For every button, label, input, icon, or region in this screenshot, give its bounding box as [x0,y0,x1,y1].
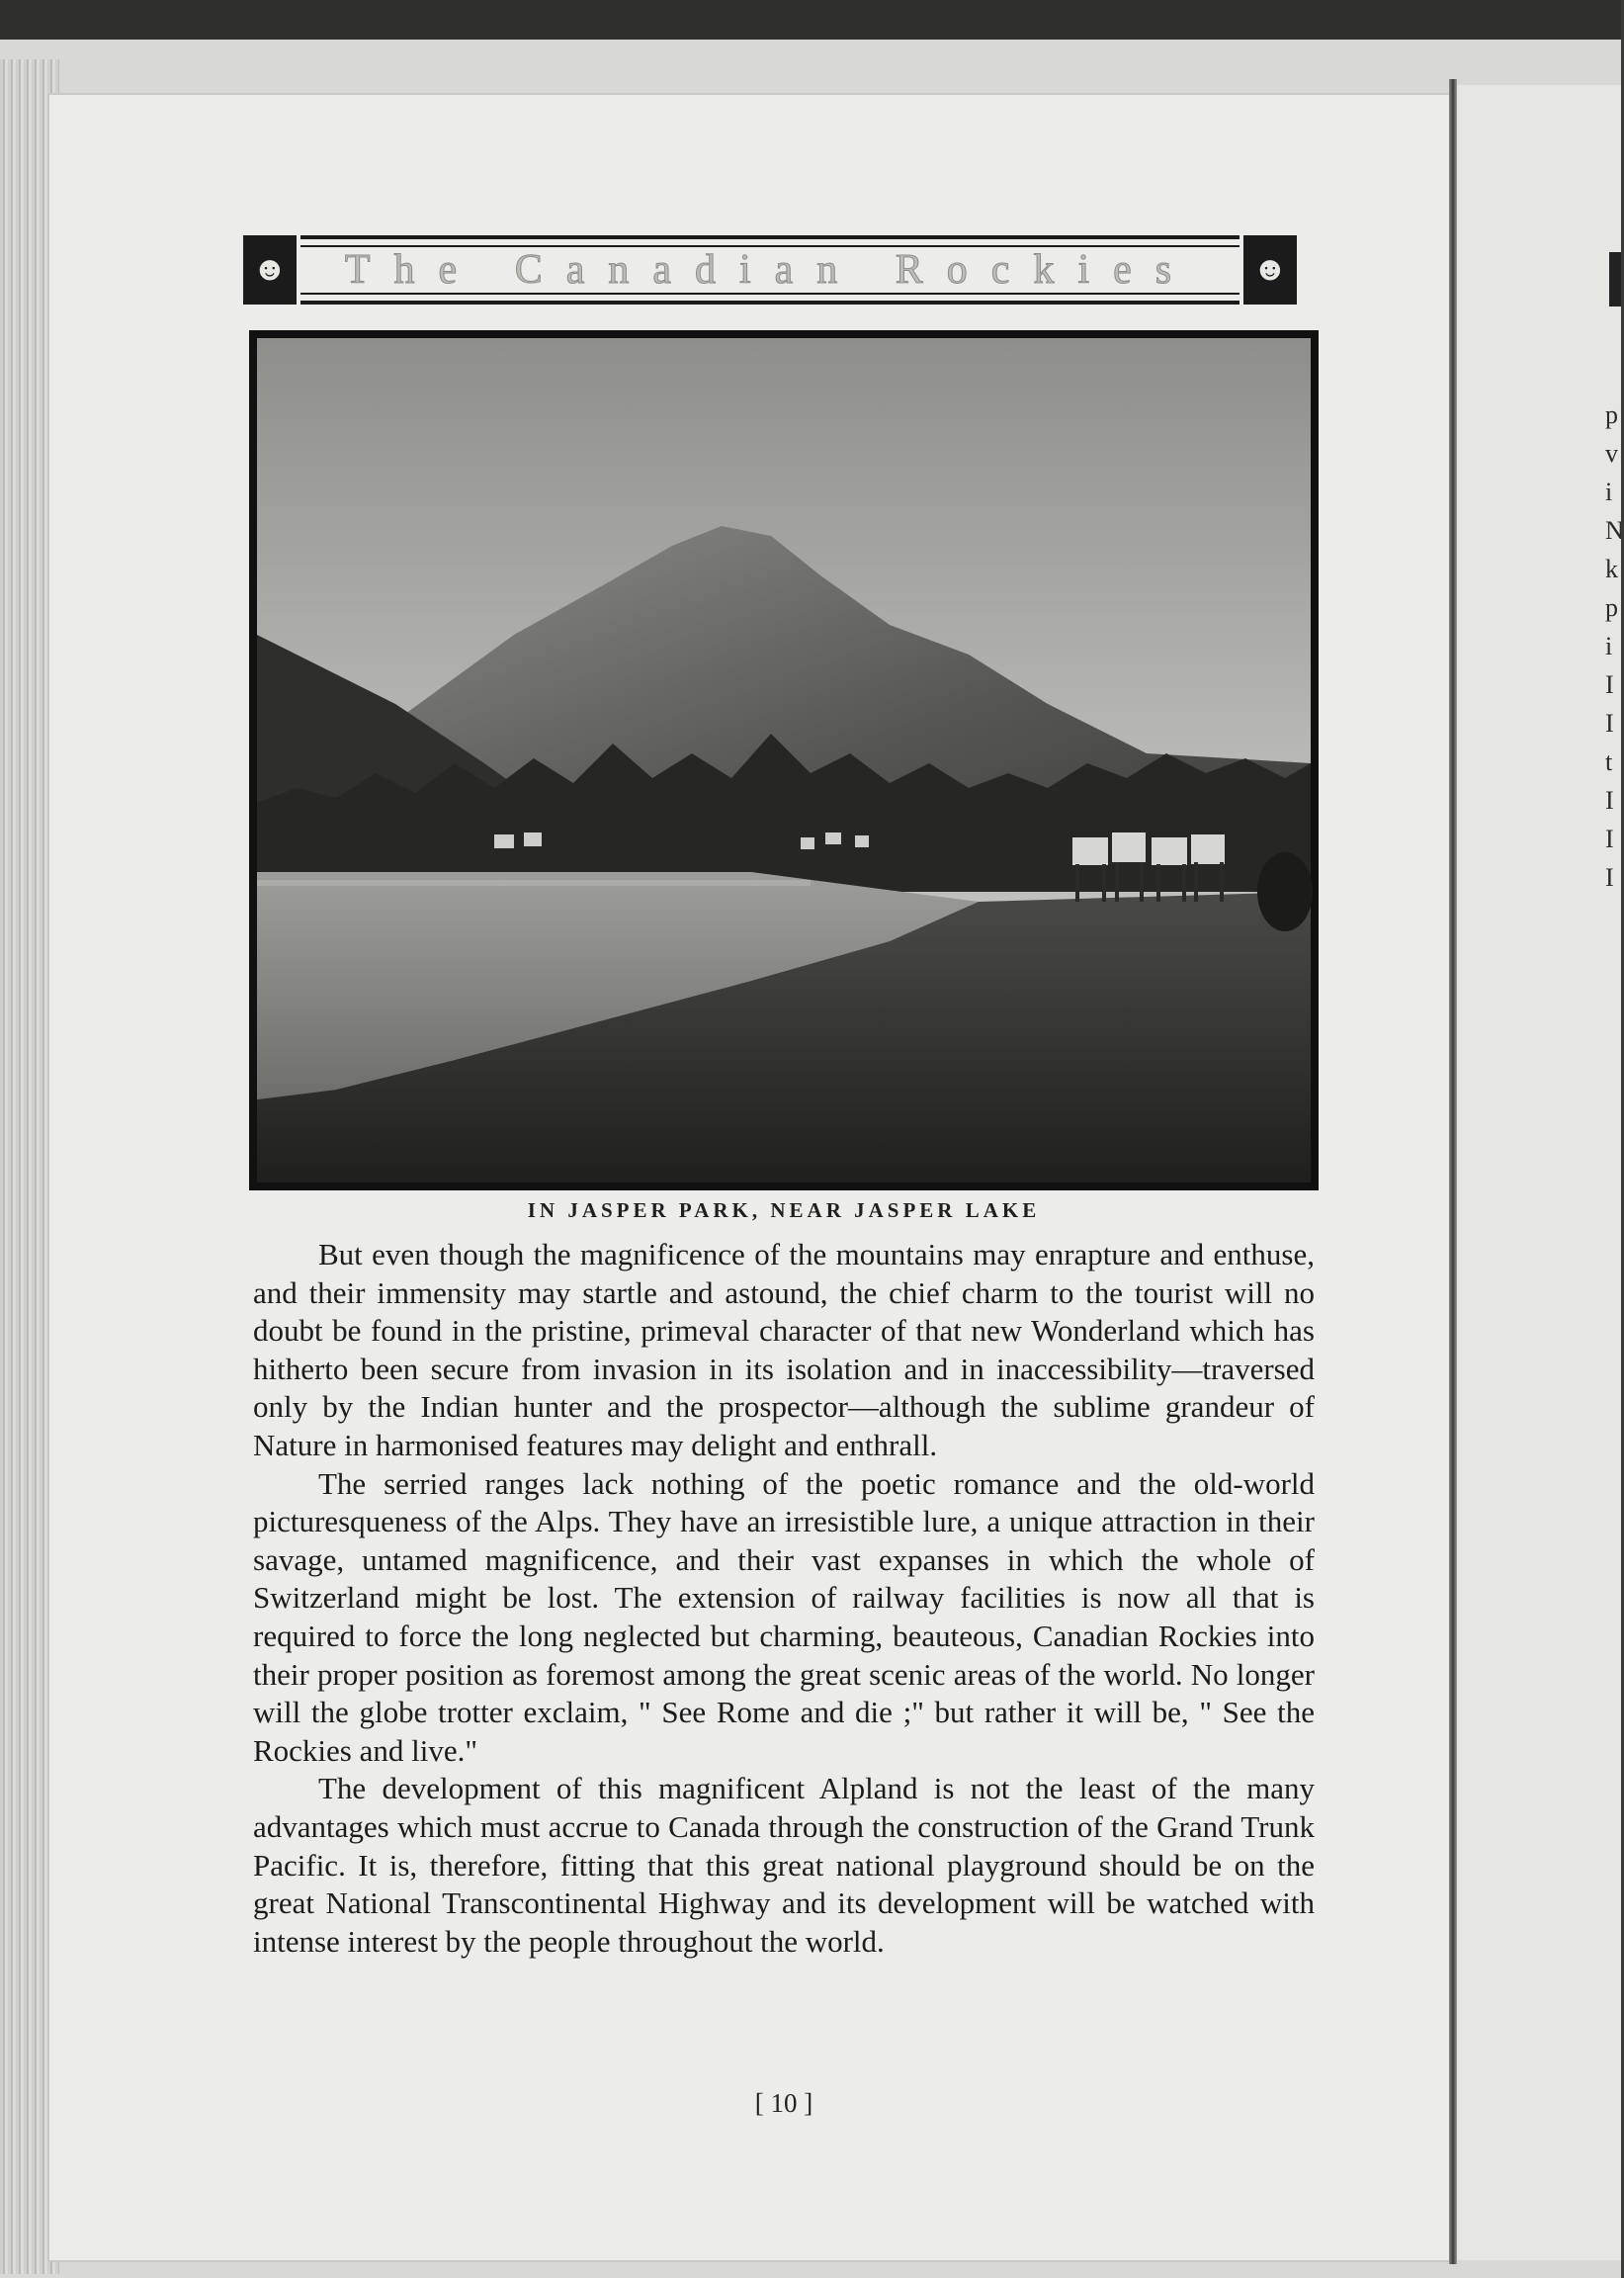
facing-page-letter: i [1605,632,1613,660]
facing-page-letter: v [1605,439,1618,468]
facing-page-letter: I [1605,825,1614,853]
header-title: The Canadian Rockies [344,247,1196,293]
facing-page-letter: N [1605,516,1624,545]
facing-page-letter: I [1605,786,1614,815]
facing-page-letter: I [1605,670,1614,699]
facing-page-letter: p [1605,593,1618,622]
native-chief-portrait-icon: ☻ [243,235,297,305]
facing-page-letter: i [1605,478,1613,506]
book-gutter [1449,79,1457,2264]
page-number: [ 10 ] [754,2088,813,2118]
facing-page-letter: t [1605,747,1613,776]
paragraph: The development of this magnificent Alpland is not the least of the many advantages which must accrue to Canada through the construction of the Grand Trunk Pacific. It is, therefore, fitting that this great national playground should be on the great National Transcontinental Highway and its development will be watched with intense interest by the people throughout the world. [253,1771,1315,1959]
facing-page-letters [1605,395,1624,897]
paragraph: The serried ranges lack nothing of the poetic romance and the old-world picturesqueness of the Alps. They have an irresistible lure, a unique attraction in their savage, untamed magnificence, and their vast expanses in which the whole of Switzerland might be lost. The extension of railway facilities is now all that is required to force the long neglected but charming, beauteous, Canadian Rockies into their proper position as foremost among the great scenic areas of the world. No longer will the globe trotter exclaim, " See Rome and die ;" but rather it will be, " See the Rockies and live." [253,1465,1315,1768]
photo-caption: IN JASPER PARK, NEAR JASPER LAKE [527,1198,1041,1222]
facing-page-letter: I [1605,709,1614,738]
header-band [300,235,1239,305]
paragraph: But even though the magnificence of the mountains may enrapture and enthuse, and their immensity may startle and astound, the chief charm to the tourist will no doubt be found in the pristine, primeval character of that new Wonderland which has hitherto been secure from invasion in its isolation and in inaccessibility—traversed only by the Indian hunter and the prospector—although the sublime grandeur of Nature in harmonised features may delight and enthrall. [253,1237,1315,1462]
facing-page-letter: I [1605,863,1614,892]
facing-page-letter: k [1605,555,1618,583]
article-body [253,1236,1315,1961]
native-chief-portrait-icon: ☻ [1243,235,1297,305]
page-header-banner [243,233,1297,307]
landscape-photo-image [257,338,1311,1183]
facing-page-letter: p [1605,400,1618,429]
facing-page [1457,85,1624,2260]
facing-page-header-mark [1609,252,1621,307]
landscape-photo [249,330,1319,1190]
